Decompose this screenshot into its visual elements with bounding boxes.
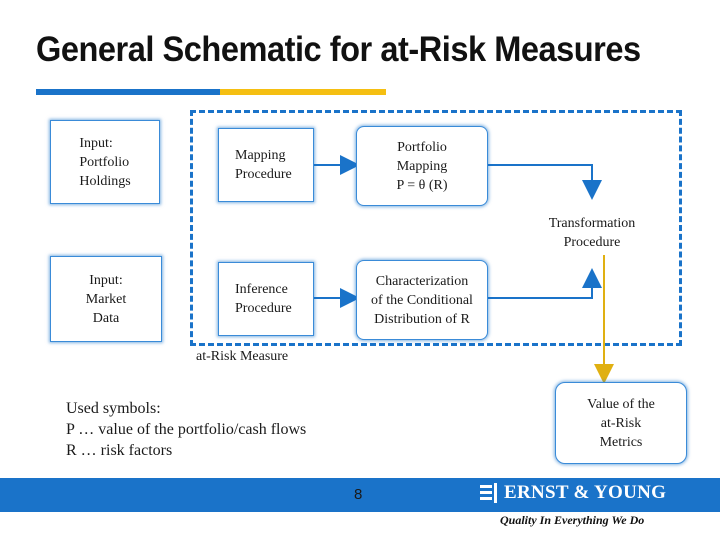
legend-r: R … risk factors — [66, 442, 173, 459]
ey-logo-icon — [480, 483, 498, 503]
mapping-procedure: Mapping Procedure — [218, 128, 314, 202]
at-risk-measure-label: at-Risk Measure — [196, 349, 289, 364]
company-tagline: Quality In Everything We Do — [500, 513, 645, 527]
page-title: General Schematic for at-Risk Measures — [36, 30, 641, 69]
transformation-procedure: Transformation Procedure — [548, 216, 636, 250]
inference-procedure: Inference Procedure — [218, 262, 314, 336]
arrow-portfolio-to-transformation — [486, 165, 592, 196]
page-number: 8 — [354, 486, 363, 503]
legend-p: P … value of the portfolio/cash flows — [66, 421, 307, 438]
company-logo — [480, 482, 666, 504]
footer — [0, 478, 720, 540]
arrow-characterization-to-transformation — [486, 272, 592, 298]
symbol-legend — [66, 398, 306, 461]
legend-heading: Used symbols: — [66, 400, 161, 417]
logo-text: ERNST & YOUNG — [504, 482, 667, 503]
input-market-data: Input: Market Data — [50, 256, 162, 342]
conditional-distribution: Characterization of the Conditional Distribution of R — [356, 260, 488, 340]
value-at-risk-metrics: Value of the at-Risk Metrics — [555, 382, 687, 464]
input-portfolio-holdings: Input: Portfolio Holdings — [50, 120, 160, 204]
portfolio-mapping: Portfolio Mapping P = θ (R) — [356, 126, 488, 206]
